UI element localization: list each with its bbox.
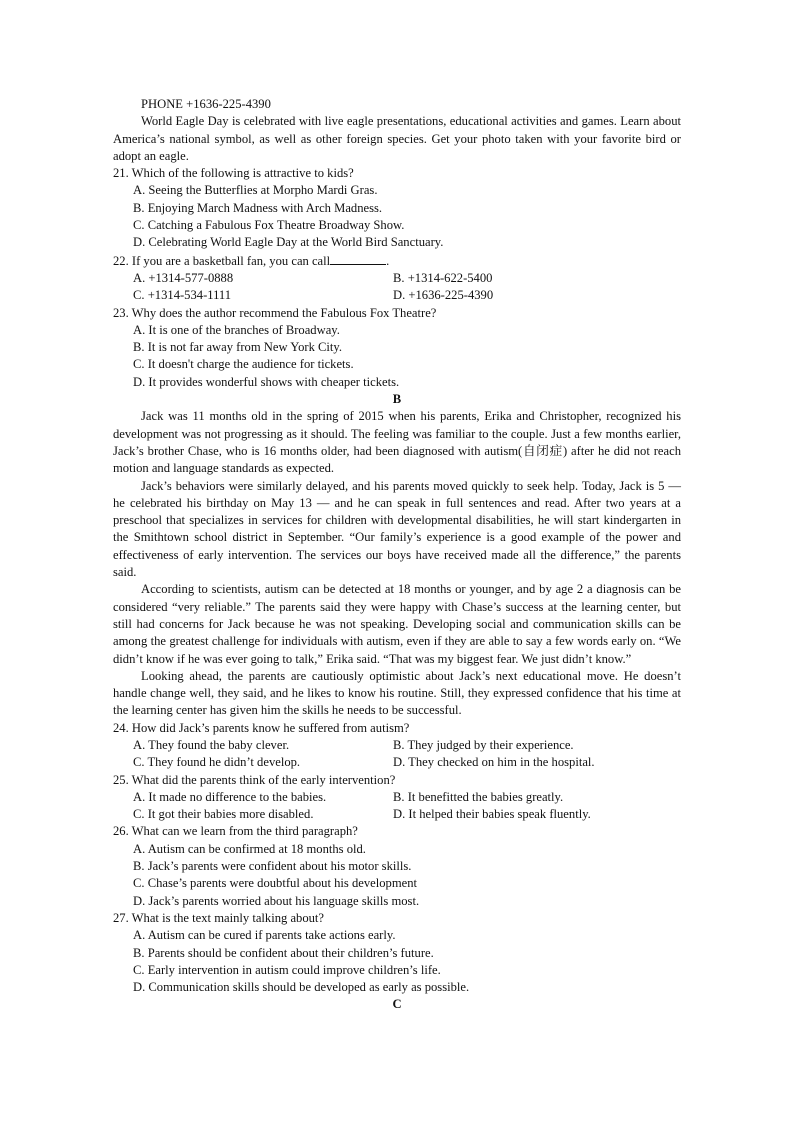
question-24-option-d: D. They checked on him in the hospital.	[393, 755, 595, 770]
question-23-option-c: C. It doesn't charge the audience for tickets.	[133, 357, 354, 372]
question-22-stem: 22. If you are a basketball fan, you can call	[113, 253, 331, 268]
answer-blank	[330, 252, 386, 265]
question-21-option-b: B. Enjoying March Madness with Arch Madness.	[133, 200, 383, 215]
question-25-options-row-1	[113, 789, 681, 806]
question-26-option-c: C. Chase’s parents were doubtful about his development	[133, 876, 417, 891]
question-22-options-row-2	[113, 287, 681, 304]
question-27-option-a: A. Autism can be cured if parents take actions early.	[133, 928, 396, 943]
question-25-option-c: C. It got their babies more disabled.	[133, 807, 314, 822]
question-25-option-b: B. It benefitted the babies greatly.	[393, 789, 564, 804]
question-27-option-b: B. Parents should be confident about their children’s future.	[133, 945, 434, 960]
passage-b-paragraph-3: According to scientists, autism can be detected at 18 months or younger, and by age 2 a diagnosis can be considered “very reliable.” The parents said they were happy with Chase’s success at the learning center, but still had concerns for Jack because he was not speaking. Developing social and communication skills can be among the greatest challenge for individuals with autism, even if they are able to say a few words early on. “We didn’t know if he was ever going to talk,” Erika said. “That was my biggest fear. We just didn’t know.”	[113, 582, 681, 666]
question-24-options-row-1	[113, 737, 681, 754]
question-26-option-b: B. Jack’s parents were confident about his motor skills.	[133, 859, 412, 874]
question-22-options-row-1	[113, 270, 681, 287]
question-26-stem: 26. What can we learn from the third paragraph?	[113, 824, 358, 839]
question-24-option-a: A. They found the baby clever.	[133, 737, 290, 752]
question-23-stem: 23. Why does the author recommend the Fabulous Fox Theatre?	[113, 305, 437, 320]
question-24-options-row-2	[113, 754, 681, 771]
question-22-option-c: C. +1314-534-1111	[133, 288, 232, 303]
question-22-stem-line	[113, 252, 681, 270]
eagle-day-paragraph: World Eagle Day is celebrated with live eagle presentations, educational activities and games. Learn about America’s national symbol, as well as other foreign species. Get your photo taken with your favorite bird or adopt an eagle.	[113, 114, 681, 163]
question-21-stem: 21. Which of the following is attractive to kids?	[113, 166, 354, 181]
passage-b-paragraph-1: Jack was 11 months old in the spring of 2015 when his parents, Erika and Christopher, recognized his development was not progressing as it should. The feeling was familiar to the couple. Just a few months earlier, Jack’s brother Chase, who is 16 months older, had been diagnosed with autism(自闭症) after he did not reach motion and language standards as expected.	[113, 409, 681, 476]
question-22-stem-end: .	[386, 253, 390, 268]
section-c-heading: C	[392, 997, 402, 1012]
question-22-option-b: B. +1314-622-5400	[393, 270, 493, 285]
question-22-option-d: D. +1636-225-4390	[393, 288, 494, 303]
question-27-stem: 27. What is the text mainly talking about?	[113, 910, 325, 925]
question-26-option-d: D. Jack’s parents worried about his language skills most.	[133, 893, 420, 908]
question-27-option-d: D. Communication skills should be developed as early as possible.	[133, 980, 470, 995]
question-21-option-c: C. Catching a Fabulous Fox Theatre Broadway Show.	[133, 218, 405, 233]
question-23-option-d: D. It provides wonderful shows with cheaper tickets.	[133, 374, 400, 389]
question-25-option-a: A. It made no difference to the babies.	[133, 789, 327, 804]
question-23-option-b: B. It is not far away from New York City.	[133, 340, 343, 355]
section-b-heading: B	[392, 392, 402, 407]
question-24-stem: 24. How did Jack’s parents know he suffered from autism?	[113, 720, 410, 735]
question-24-option-c: C. They found he didn’t develop.	[133, 755, 301, 770]
question-26-option-a: A. Autism can be confirmed at 18 months old.	[133, 841, 366, 856]
question-25-option-d: D. It helped their babies speak fluently.	[393, 807, 591, 822]
question-24-option-b: B. They judged by their experience.	[393, 737, 574, 752]
question-22-option-a: A. +1314-577-0888	[133, 270, 234, 285]
document-page	[113, 96, 681, 1014]
question-21-option-a: A. Seeing the Butterflies at Morpho Mardi Gras.	[133, 183, 378, 198]
passage-b-paragraph-2: Jack’s behaviors were similarly delayed, and his parents moved quickly to seek help. Today, Jack is 5 — he celebrated his birthday on May 13 — and he can speak in full sentences and read. After two years at a preschool that specializes in services for children with developmental disabilities, he will start kindergarten in the Smithtown school district in September. “Our family’s experience is a good example of the power and effectiveness of early intervention. The services our boys have received made all the difference,” the parents said.	[113, 478, 681, 580]
question-23-option-a: A. It is one of the branches of Broadway.	[133, 322, 340, 337]
passage-b-paragraph-4: Looking ahead, the parents are cautiously optimistic about Jack’s next educational move. He doesn’t handle change well, they said, and he likes to know his routine. Still, they expressed confidence that his time at the learning center has given him the skills he needs to be successful.	[113, 668, 681, 718]
question-27-option-c: C. Early intervention in autism could improve children’s life.	[133, 962, 441, 977]
phone-line: PHONE +1636-225-4390	[141, 97, 271, 111]
question-21-option-d: D. Celebrating World Eagle Day at the World Bird Sanctuary.	[133, 235, 444, 250]
question-25-options-row-2	[113, 806, 681, 823]
question-25-stem: 25. What did the parents think of the early intervention?	[113, 772, 396, 787]
